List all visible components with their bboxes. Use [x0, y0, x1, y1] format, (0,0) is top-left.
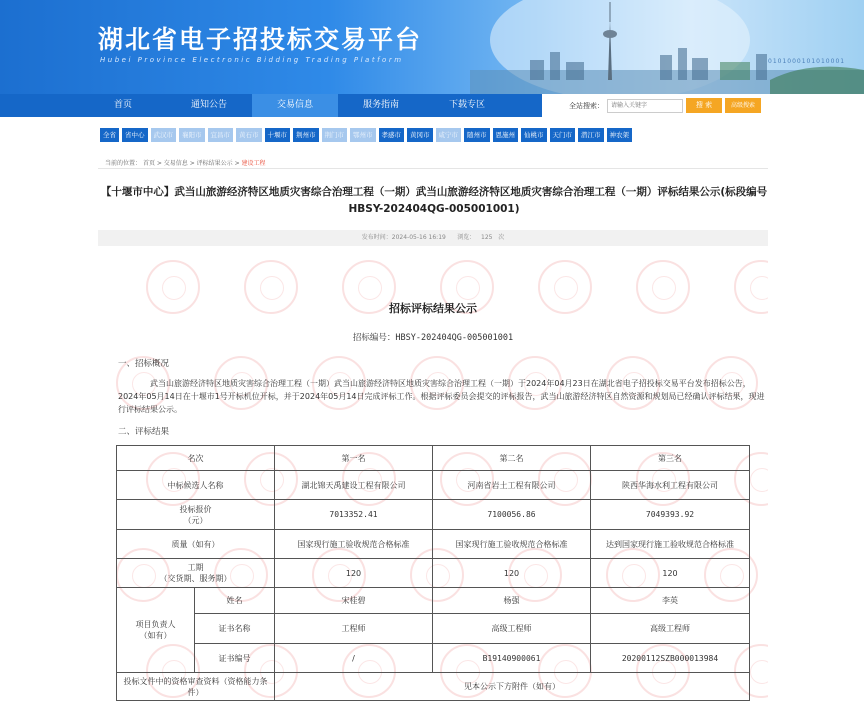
views-unit: 次: [498, 234, 505, 241]
pm-name-3: 李英: [591, 588, 750, 614]
bidder-2: 河南省岩土工程有限公司: [433, 471, 591, 500]
pm-name-2: 杨强: [433, 588, 591, 614]
publish-time: 2024-05-16 16:19: [391, 234, 446, 241]
results-table: [116, 445, 750, 701]
doc-code-line: 招标编号：HBSY-202404QG-005001001: [352, 333, 514, 343]
city-chip[interactable]: 黄石市: [236, 128, 262, 142]
quality-3: 达到国家现行施工验收规范合格标准: [591, 530, 750, 559]
breadcrumb-trade-info[interactable]: 交易信息: [163, 160, 188, 167]
site-banner: [0, 0, 864, 94]
label-price-line1: 投标报价: [179, 504, 212, 514]
cert-no-3: 20200112SZB000013984: [591, 644, 750, 673]
label-quality: 质量（如有）: [117, 530, 275, 559]
advanced-search-button[interactable]: 高级搜索: [725, 98, 761, 113]
nav-service-guide[interactable]: 服务指南: [362, 100, 399, 110]
price-3: 7049393.92: [591, 500, 750, 530]
search-label: 全站搜索：: [569, 101, 604, 110]
breadcrumb-home[interactable]: 首页: [142, 160, 155, 167]
views-label: 浏览：: [457, 234, 476, 241]
city-chip[interactable]: 潜江市: [578, 128, 604, 142]
header-third: 第三名: [591, 446, 750, 471]
breadcrumb-current[interactable]: 建设工程: [241, 160, 266, 167]
city-chip[interactable]: 宜昌市: [208, 128, 234, 142]
table-row-qualification: [117, 673, 750, 701]
label-period-line1: 工期: [187, 563, 204, 572]
search-input[interactable]: [607, 99, 683, 113]
label-period: [117, 559, 275, 588]
overview-paragraph: [118, 377, 768, 416]
breadcrumb-label: 当前的位置：: [105, 160, 142, 167]
city-skyline-image: [470, 0, 864, 94]
city-chip[interactable]: 全省: [100, 128, 119, 142]
cert-name-2: 高级工程师: [433, 614, 591, 644]
cert-no-2: B19140900061: [433, 644, 591, 673]
search-button[interactable]: 搜 索: [686, 98, 722, 113]
city-chip[interactable]: 天门市: [550, 128, 576, 142]
city-chip[interactable]: 十堰市: [265, 128, 291, 142]
nav-home[interactable]: 首页: [113, 100, 132, 110]
page-title: 【十堰市中心】武当山旅游经济特区地质灾害综合治理工程（一期）武当山旅游经济特区地质灾害综合治理工程（一期）评标结果公示(标段编号HBSY-202404QG-005001001): [100, 186, 768, 215]
label-period-line2: （交货期、服务期）: [159, 574, 232, 583]
breadcrumb-results[interactable]: 评标结果公示: [196, 160, 233, 167]
table-row-cert-no: [117, 644, 750, 673]
city-chip[interactable]: 恩施州: [493, 128, 519, 142]
period-2: 120: [433, 559, 591, 588]
city-chip[interactable]: 孝感市: [379, 128, 405, 142]
city-chip[interactable]: 武汉市: [151, 128, 177, 142]
city-chip[interactable]: 襄阳市: [179, 128, 205, 142]
section-results-title: 二、评标结果: [118, 427, 170, 437]
section-overview-title: 一、招标概况: [118, 359, 170, 369]
city-chip[interactable]: 黄冈市: [407, 128, 433, 142]
label-pm-name: 姓名: [195, 588, 275, 614]
price-1: 7013352.41: [275, 500, 433, 530]
label-pm-line1: 项目负责人: [135, 620, 176, 629]
banner-binary-text: 0101000101010001: [768, 58, 846, 65]
bidder-3: 陕西华海水利工程有限公司: [591, 471, 750, 500]
publish-meta: [98, 230, 768, 246]
price-2: 7100056.86: [433, 500, 591, 530]
nav-notices[interactable]: 通知公告: [190, 100, 227, 110]
main-nav: [0, 94, 864, 117]
city-chip[interactable]: 荆门市: [322, 128, 348, 142]
header-rank: 名次: [117, 446, 275, 471]
label-cert-name: 证书名称: [195, 614, 275, 644]
table-row-quality: [117, 530, 750, 559]
period-3: 120: [591, 559, 750, 588]
table-row-cert-name: [117, 614, 750, 644]
city-chip[interactable]: 咸宁市: [436, 128, 462, 142]
qualification-value: 见本公示下方附件（如有）: [275, 673, 750, 701]
label-pm-line2: （如有）: [139, 631, 172, 640]
nav-trade-info[interactable]: 交易信息: [252, 94, 338, 117]
city-chip[interactable]: 鄂州市: [350, 128, 376, 142]
header-first: 第一名: [275, 446, 433, 471]
quality-1: 国家现行施工验收规范合格标准: [275, 530, 433, 559]
table-header-row: [117, 446, 750, 471]
views-count: 125: [481, 234, 493, 241]
doc-heading: 招标评标结果公示: [389, 302, 477, 315]
site-subtitle: Hubei Province Electronic Bidding Trading Platform: [100, 56, 404, 64]
city-chip[interactable]: 神农架: [607, 128, 633, 142]
label-bidder: 中标候选人名称: [117, 471, 275, 500]
table-row-price: [117, 500, 750, 530]
site-title: 湖北省电子招投标交易平台: [98, 25, 423, 54]
city-chip[interactable]: 省中心: [122, 128, 148, 142]
label-project-manager: [117, 588, 195, 673]
table-row-pm-name: [117, 588, 750, 614]
period-1: 120: [275, 559, 433, 588]
nav-downloads[interactable]: 下载专区: [448, 100, 485, 110]
publish-label: 发布时间：: [361, 234, 392, 241]
city-chip[interactable]: 仙桃市: [521, 128, 547, 142]
label-cert-no: 证书编号: [195, 644, 275, 673]
table-row-bidder: [117, 471, 750, 500]
cert-name-1: 工程师: [275, 614, 433, 644]
city-chip[interactable]: 随州市: [464, 128, 490, 142]
breadcrumb: 当前的位置： 首页 > 交易信息 > 评标结果公示 > 建设工程: [105, 160, 266, 167]
quality-2: 国家现行施工验收规范合格标准: [433, 530, 591, 559]
overview-text: 武当山旅游经济特区地质灾害综合治理工程（一期）武当山旅游经济特区地质灾害综合治理工程（一期）于2024年04月23日在湖北省电子招投标交易平台发布招标公告，2024年05月14日在十堰市1号开标机位开标，并于2024年05月14日完成评标工作。根据评标委员会提交的评标报告，武当山旅游经济特区自然资源和规划局已经确认评标结果，现进行评标结果公示。: [118, 379, 765, 414]
search-bar: [542, 94, 864, 117]
bidder-1: 湖北锦天禹建设工程有限公司: [275, 471, 433, 500]
city-chip[interactable]: 荆州市: [293, 128, 319, 142]
pm-name-1: 宋桂碧: [275, 588, 433, 614]
table-row-period: [117, 559, 750, 588]
header-second: 第二名: [433, 446, 591, 471]
cert-no-1: /: [275, 644, 433, 673]
cert-name-3: 高级工程师: [591, 614, 750, 644]
city-filter-row: [100, 128, 635, 142]
breadcrumb-divider: [98, 168, 768, 169]
label-price-line2: （元）: [183, 515, 208, 525]
label-price: [117, 500, 275, 530]
label-qualification: 投标文件中的资格审查资料（资格能力条件）: [117, 673, 275, 701]
